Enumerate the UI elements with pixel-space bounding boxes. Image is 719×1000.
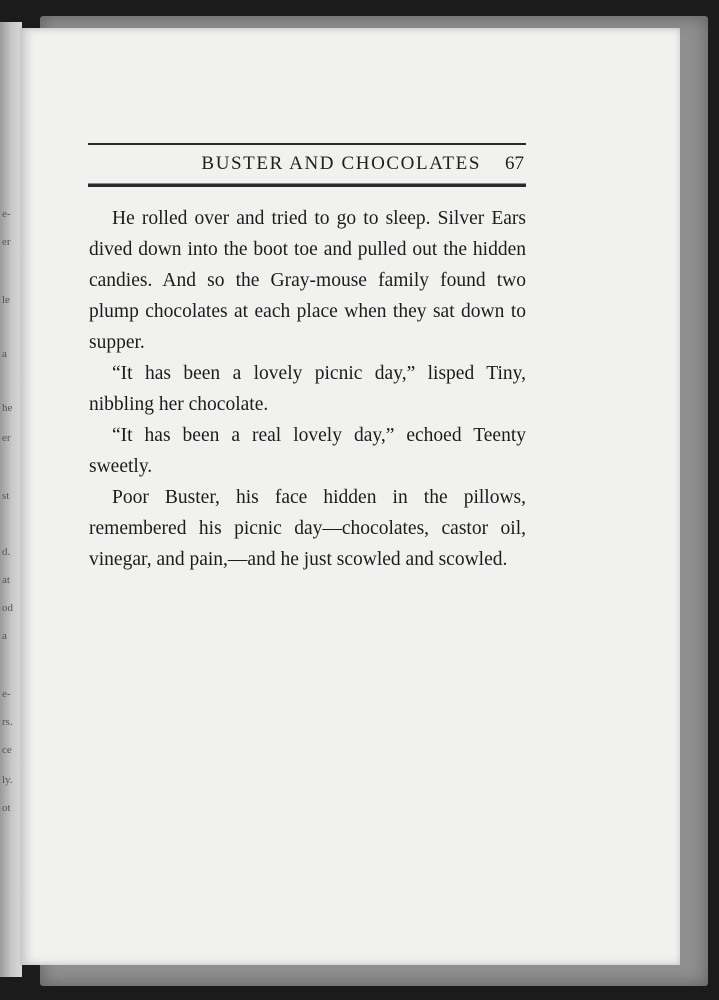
facing-page-fragment: at bbox=[2, 574, 10, 586]
facing-page-fragment: e- bbox=[2, 688, 11, 700]
facing-page-fragment: od bbox=[2, 602, 13, 614]
facing-page-fragment: le bbox=[2, 294, 10, 306]
running-title: BUSTER AND CHOCOLATES bbox=[201, 153, 481, 174]
paragraph: Poor Buster, his face hidden in the pillows, remembered his picnic day—chocolates, castor oil, vinegar, and pain,—and he just scowled and scowled. bbox=[89, 487, 526, 570]
header-line bbox=[88, 145, 526, 183]
facing-page-fragment: he bbox=[2, 402, 13, 414]
facing-page-fragment: ly. bbox=[2, 774, 13, 786]
facing-page-fragment: rs. bbox=[2, 716, 13, 728]
facing-page-fragment: er bbox=[2, 236, 11, 248]
paragraph: He rolled over and tried to go to sleep. Silver Ears dived down into the boot toe and pulled out the hidden candies. And so the Gray-mouse family found two plump chocolates at each place when they sat down to supper. bbox=[89, 208, 526, 353]
facing-page-fragment: st bbox=[2, 490, 10, 502]
running-header bbox=[88, 143, 526, 187]
facing-page-fragment: a bbox=[2, 348, 7, 360]
header-bottom-rule bbox=[88, 183, 526, 187]
facing-page-fragment: ce bbox=[2, 744, 12, 756]
paragraph: “It has been a real lovely day,” echoed Teenty sweetly. bbox=[89, 425, 526, 477]
facing-page-fragment: er bbox=[2, 432, 11, 444]
facing-page-fragment: a bbox=[2, 630, 7, 642]
facing-page-fragment: ot bbox=[2, 802, 11, 814]
previous-page-edge bbox=[0, 22, 22, 977]
facing-page-fragment: e- bbox=[2, 208, 11, 220]
facing-page-fragment: d. bbox=[2, 546, 11, 558]
paragraph: “It has been a lovely picnic day,” lisped Tiny, nibbling her chocolate. bbox=[89, 363, 526, 415]
page-number: 67 bbox=[505, 153, 524, 174]
body-text bbox=[89, 203, 526, 575]
